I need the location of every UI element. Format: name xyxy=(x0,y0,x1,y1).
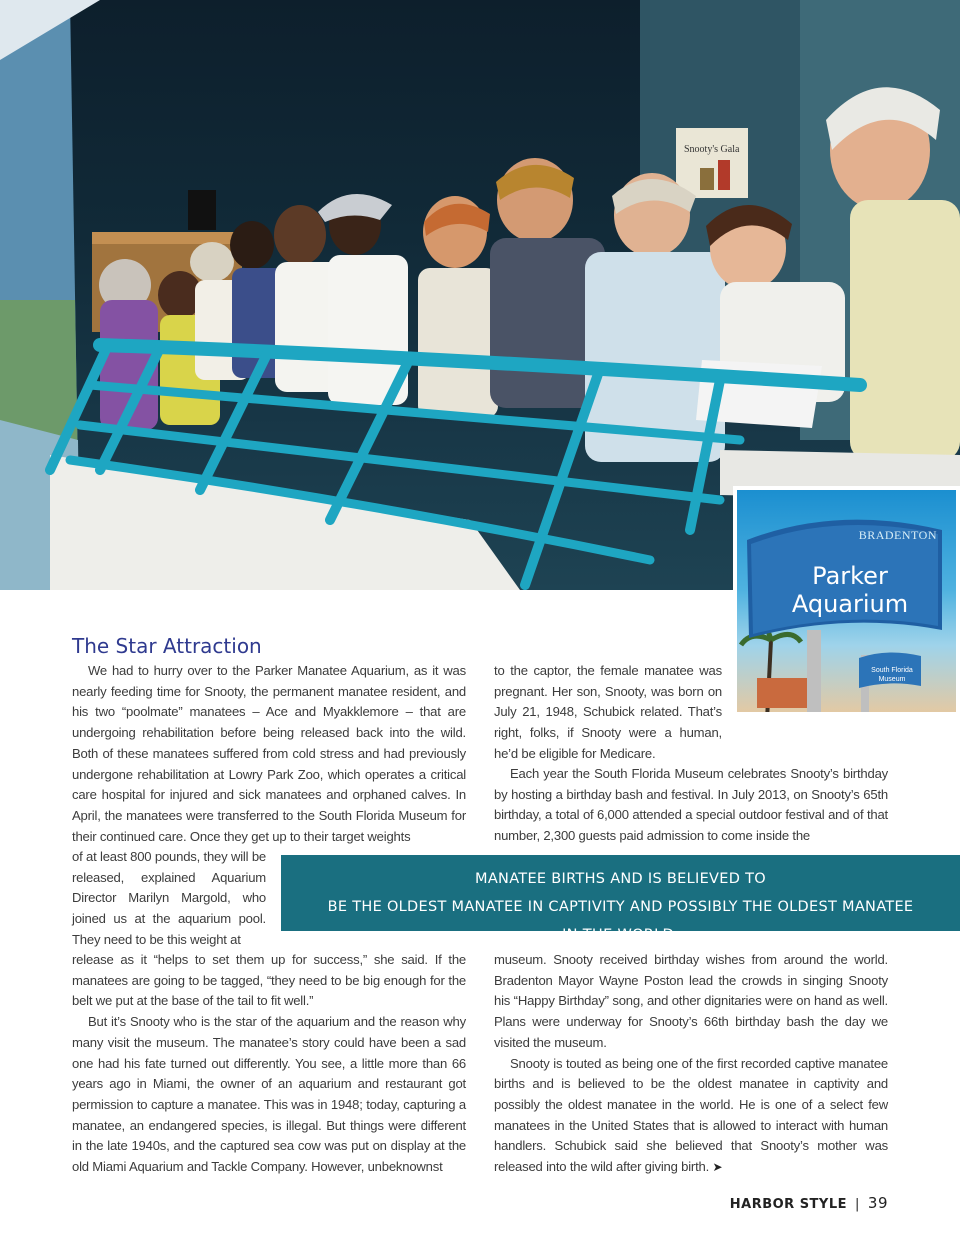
pull-quote-line2: BE THE OLDEST MANATEE IN CAPTIVITY AND POSSIBLY THE OLDEST MANATEE IN THE WORLD. xyxy=(327,899,914,943)
pull-quote-text xyxy=(321,837,920,949)
sign-small-line2: Museum xyxy=(878,676,906,683)
footer-separator: | xyxy=(855,1197,860,1212)
magazine-name: HARBOR STYLE xyxy=(729,1197,848,1212)
sign-title xyxy=(755,562,945,618)
column2-bottom xyxy=(494,950,888,1178)
paragraph xyxy=(494,1054,888,1178)
sign-small-text xyxy=(861,666,923,684)
wall-poster-text: Snooty's Gala xyxy=(684,144,740,155)
paragraph: museum. Snooty received birthday wishes from around the world. Bradenton Mayor Wayne Poston lead the crowds in singing Snooty his “Happy Birthday” song, and other dignitaries were on hand as well. Plans were underway for Snooty’s 66th birthday bash the day we visited the museum. xyxy=(494,952,888,1050)
column2-top xyxy=(494,661,722,765)
paragraph: of at least 800 pounds, they will be released, explained Aquarium Director Marilyn Margold, who joined us at the aquarium pool. They need to be this weight at xyxy=(72,849,266,947)
paragraph: We had to hurry over to the Parker Manatee Aquarium, as it was nearly feeding time for Snooty, the permanent manatee resident, and his two “poolmate” manatees – Ace and Myakklemore – that are undergoing rehabilitation before being released back into the wild. Both of these manatees suffered from cold stress and had previously undergone rehabilitation at Lowry Park Zoo, which operates a critical care hospital for injured and sick manatees and orphaned calves. In April, the manatees were transferred to the South Florida Museum for their continued care. Once they get up to their target weights xyxy=(72,663,466,844)
wall-poster xyxy=(676,128,748,198)
column1-top xyxy=(72,661,466,847)
paragraph-text: Snooty is touted as being one of the first recorded captive manatee births and is believed to be the oldest manatee in captivity and possibly the oldest manatee in the world. He is one of a select few manatees in the United States that is allowed to interact with human handlers. Schubick said she believed that Snooty’s mother was released into the wild after giving birth. xyxy=(494,1055,888,1175)
sign-small-line1: South Florida xyxy=(871,667,913,674)
page-number: 39 xyxy=(867,1194,888,1212)
column1-middle xyxy=(72,847,266,951)
sign-brand: BRADENTON xyxy=(858,528,937,542)
paragraph: release as it “helps to set them up for success,” she said. If the manatees are going to be tagged, “they need to be big enough for the belt we put at the base of the tail to fit well.” xyxy=(72,952,466,1009)
paragraph: But it’s Snooty who is the star of the aquarium and the reason why many visit the museum. The manatee’s story could have been a sad one had his fate turned out differently. You see, a little more than 66 years ago in Miami, the owner of an aquarium and restaurant got permission to capture a manatee. This was in 1948; today, capturing a manatee, an endangered species, is illegal. But things were different in the late 1940s, and the captured sea cow was put on display at the old Miami Aquarium and Tackle Company. However, unbeknownst xyxy=(72,1014,466,1175)
column1-bottom xyxy=(72,950,466,1178)
inset-sign-photo xyxy=(733,486,960,716)
pull-quote-line1: SNOOTY IS TOUTED AS BEING ONE OF THE FIRST RECORDED CAPTIVE MANATEE BIRTHS AND IS BELIEVED TO xyxy=(357,843,884,887)
pull-quote xyxy=(281,843,960,943)
end-arrow-icon: ➤ xyxy=(712,1160,723,1175)
column2-middle xyxy=(494,764,888,847)
sign-title-line1: Parker xyxy=(812,562,888,590)
page-footer xyxy=(730,1194,888,1212)
paragraph: to the captor, the female manatee was pregnant. Her son, Snooty, was born on July 21, 1948, Schubick related. That’s right, folks, if Snooty were a human, he’d be eligible for Medicare. xyxy=(494,663,722,761)
article-heading: The Star Attraction xyxy=(72,634,262,658)
sign-title-line2: Aquarium xyxy=(791,590,909,618)
paragraph: Each year the South Florida Museum celebrates Snooty’s birthday by hosting a birthday bash and festival. In July 2013, on Snooty’s 65th birthday, a total of 6,000 attended a special outdoor festival and of that number, 2,300 guests paid admission to come inside the xyxy=(494,766,888,844)
